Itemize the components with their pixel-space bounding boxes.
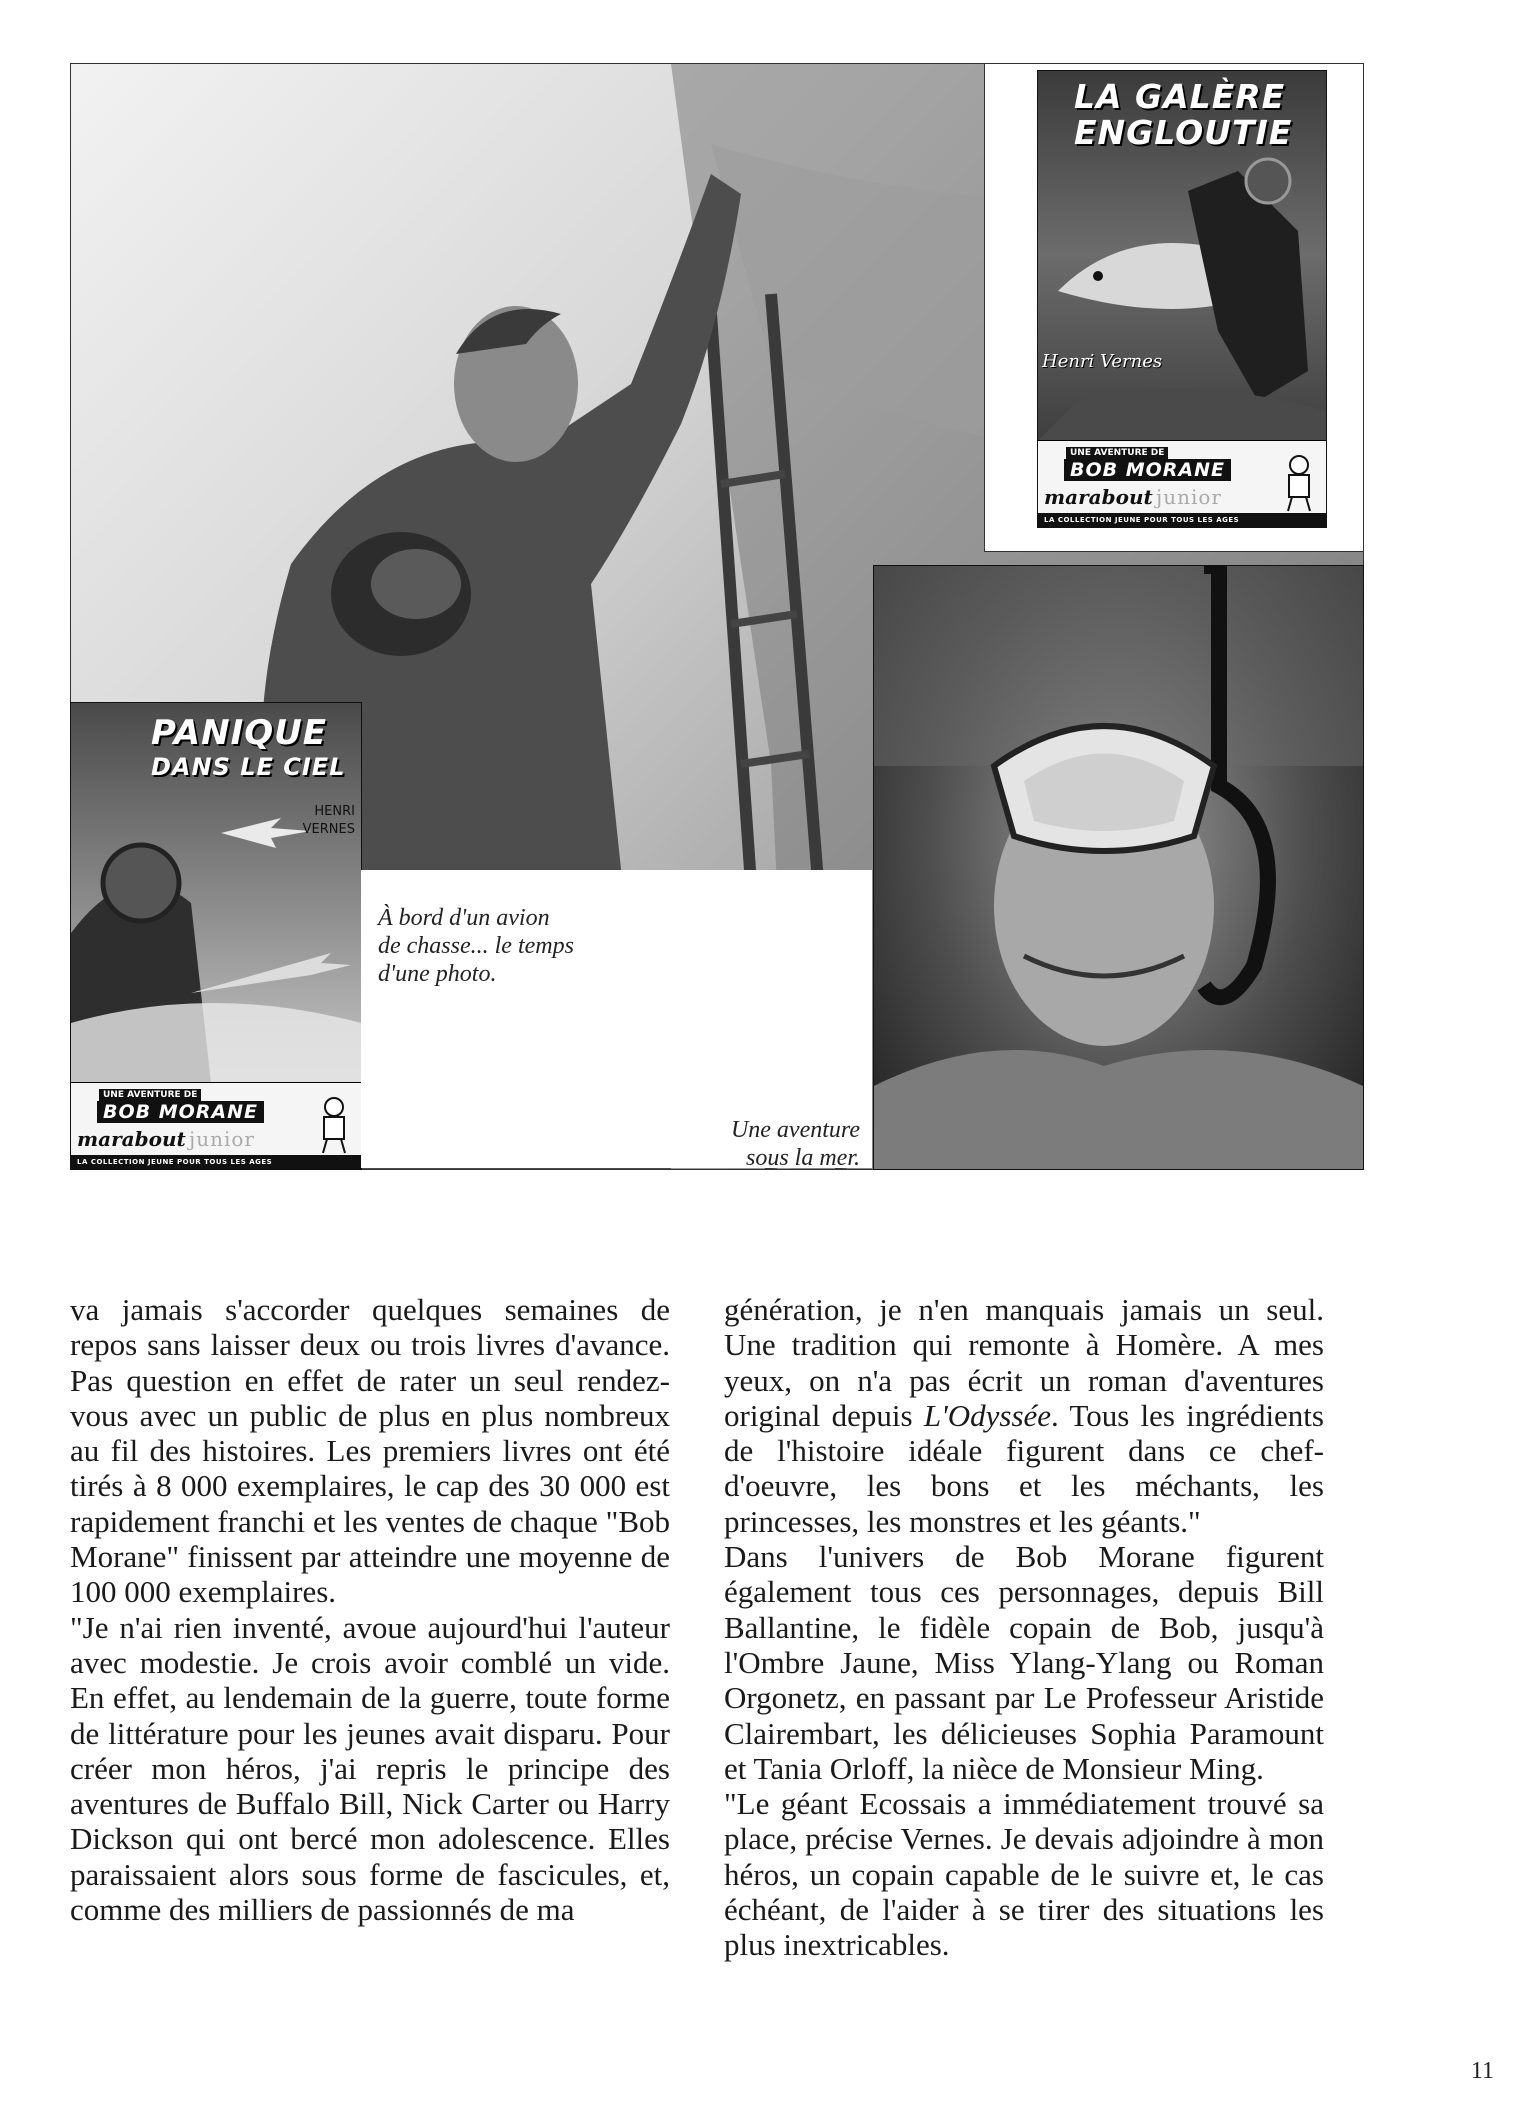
caption-plane-line-1: À bord d'un avion — [378, 905, 550, 931]
caption-sea — [700, 1116, 860, 1172]
band-tagline: LA COLLECTION JEUNE POUR TOUS LES AGES — [71, 1155, 361, 1169]
marabout-mascot-icon — [315, 1095, 353, 1155]
cover-title-line-1: PANIQUE — [151, 713, 327, 753]
cover-title — [151, 713, 346, 781]
body-paragraph: "Je n'ai rien inventé, avoue aujourd'hui l'auteur avec modestie. Je crois avoir comblé un vide. En effet, au lendemain de la guerre, toute forme de littérature pour les jeunes avait disparu. Pour créer mon héros, j'ai repris le principe des aventures de Buffalo Bill, Nick Carter ou Harry Dickson qui ont bercé mon adolescence. Elles paraissaient alors sous forme de fascicules, et, comme des milliers de passionnés de ma — [70, 1609, 670, 1928]
body-paragraph: "Le géant Ecossais a immédiatement trouvé sa place, précise Vernes. Je devais adjoindre à mon héros, un copain capable de le suivre et, le cas échéant, de l'aider à se tirer des situations les plus inextricables. — [724, 1786, 1324, 1963]
band-brand: marabout — [1044, 485, 1153, 509]
page-number: 11 — [1470, 2058, 1494, 2084]
book-cover-panique-dans-le-ciel — [70, 702, 362, 1170]
body-paragraph: va jamais s'accorder quelques semaines de repos sans laisser deux ou trois livres d'avance. Pas question en effet de rater un seul rendez-vous avec un public de plus en plus nombreux au fil des histoires. Les premiers livres ont été tirés à 8 000 exemplaires, le cap des 30 000 est rapidement franchi et les ventes de chaque "Bob Morane" finissent par atteindre une moyenne de 100 000 exemplaires. — [70, 1292, 670, 1610]
cover-series-band — [71, 1082, 361, 1169]
caption-plane-line-2: de chasse... le temps — [378, 933, 574, 959]
diver-photo-illustration — [874, 566, 1363, 1169]
band-subtitle: UNE AVENTURE DE — [1066, 447, 1168, 459]
body-text: . Tous les ingrédients de l'histoire idéale figurent dans ce chef-d'oeuvre, les bons et les méchants, les princesses, les monstres et les géants." — [724, 1397, 1324, 1539]
band-series-name: BOB MORANE — [1064, 459, 1231, 481]
cover-author: Henri Vernes — [1042, 351, 1163, 372]
body-column-right — [724, 1292, 1324, 1963]
cover-author-line-1: HENRI — [314, 804, 355, 819]
cover-title — [1074, 79, 1292, 151]
diver-photo — [873, 565, 1364, 1170]
body-column-left — [70, 1292, 670, 1927]
book-title-odyssee: L'Odyssée — [923, 1397, 1052, 1433]
caption-plane-line-3: d'une photo. — [378, 961, 497, 987]
cover-series-band — [1038, 440, 1326, 527]
cover-title-line-2: ENGLOUTIE — [1074, 113, 1293, 152]
band-tagline: LA COLLECTION JEUNE POUR TOUS LES AGES — [1038, 513, 1326, 527]
body-paragraph — [724, 1292, 1324, 1539]
cover-author — [303, 803, 355, 839]
band-brand-suffix: junior — [1156, 485, 1222, 509]
marabout-mascot-icon — [1280, 453, 1318, 513]
caption-sea-line-2: sous la mer. — [745, 1145, 860, 1171]
band-brand-suffix: junior — [189, 1127, 255, 1151]
caption-sea-line-1: Une aventure — [730, 1117, 860, 1143]
cover-author-line-2: VERNES — [302, 822, 355, 837]
caption-plane — [378, 904, 638, 988]
body-text: génération, je n'en manquais jamais un seul. Une tradition qui remonte à Homère. A mes yeux, on n'a pas écrit un roman d'aventures original depuis — [724, 1292, 1324, 1433]
band-brand: marabout — [77, 1127, 186, 1151]
band-series-name: BOB MORANE — [97, 1101, 264, 1123]
body-paragraph: Dans l'univers de Bob Morane figurent également tous ces personnages, depuis Bill Ballantine, le fidèle copain de Bob, jusqu'à l'Ombre Jaune, Miss Ylang-Ylang ou Roman Orgonetz, en passant par Le Professeur Aristide Clairembart, les délicieuses Sophia Paramount et Tania Orloff, la nièce de Monsieur Ming. — [724, 1539, 1324, 1786]
cover-title-line-1: LA GALÈRE — [1074, 77, 1286, 116]
book-cover-galere-engloutie — [1037, 70, 1327, 528]
band-subtitle: UNE AVENTURE DE — [99, 1089, 201, 1101]
cover-title-line-2: DANS LE CIEL — [151, 753, 346, 781]
